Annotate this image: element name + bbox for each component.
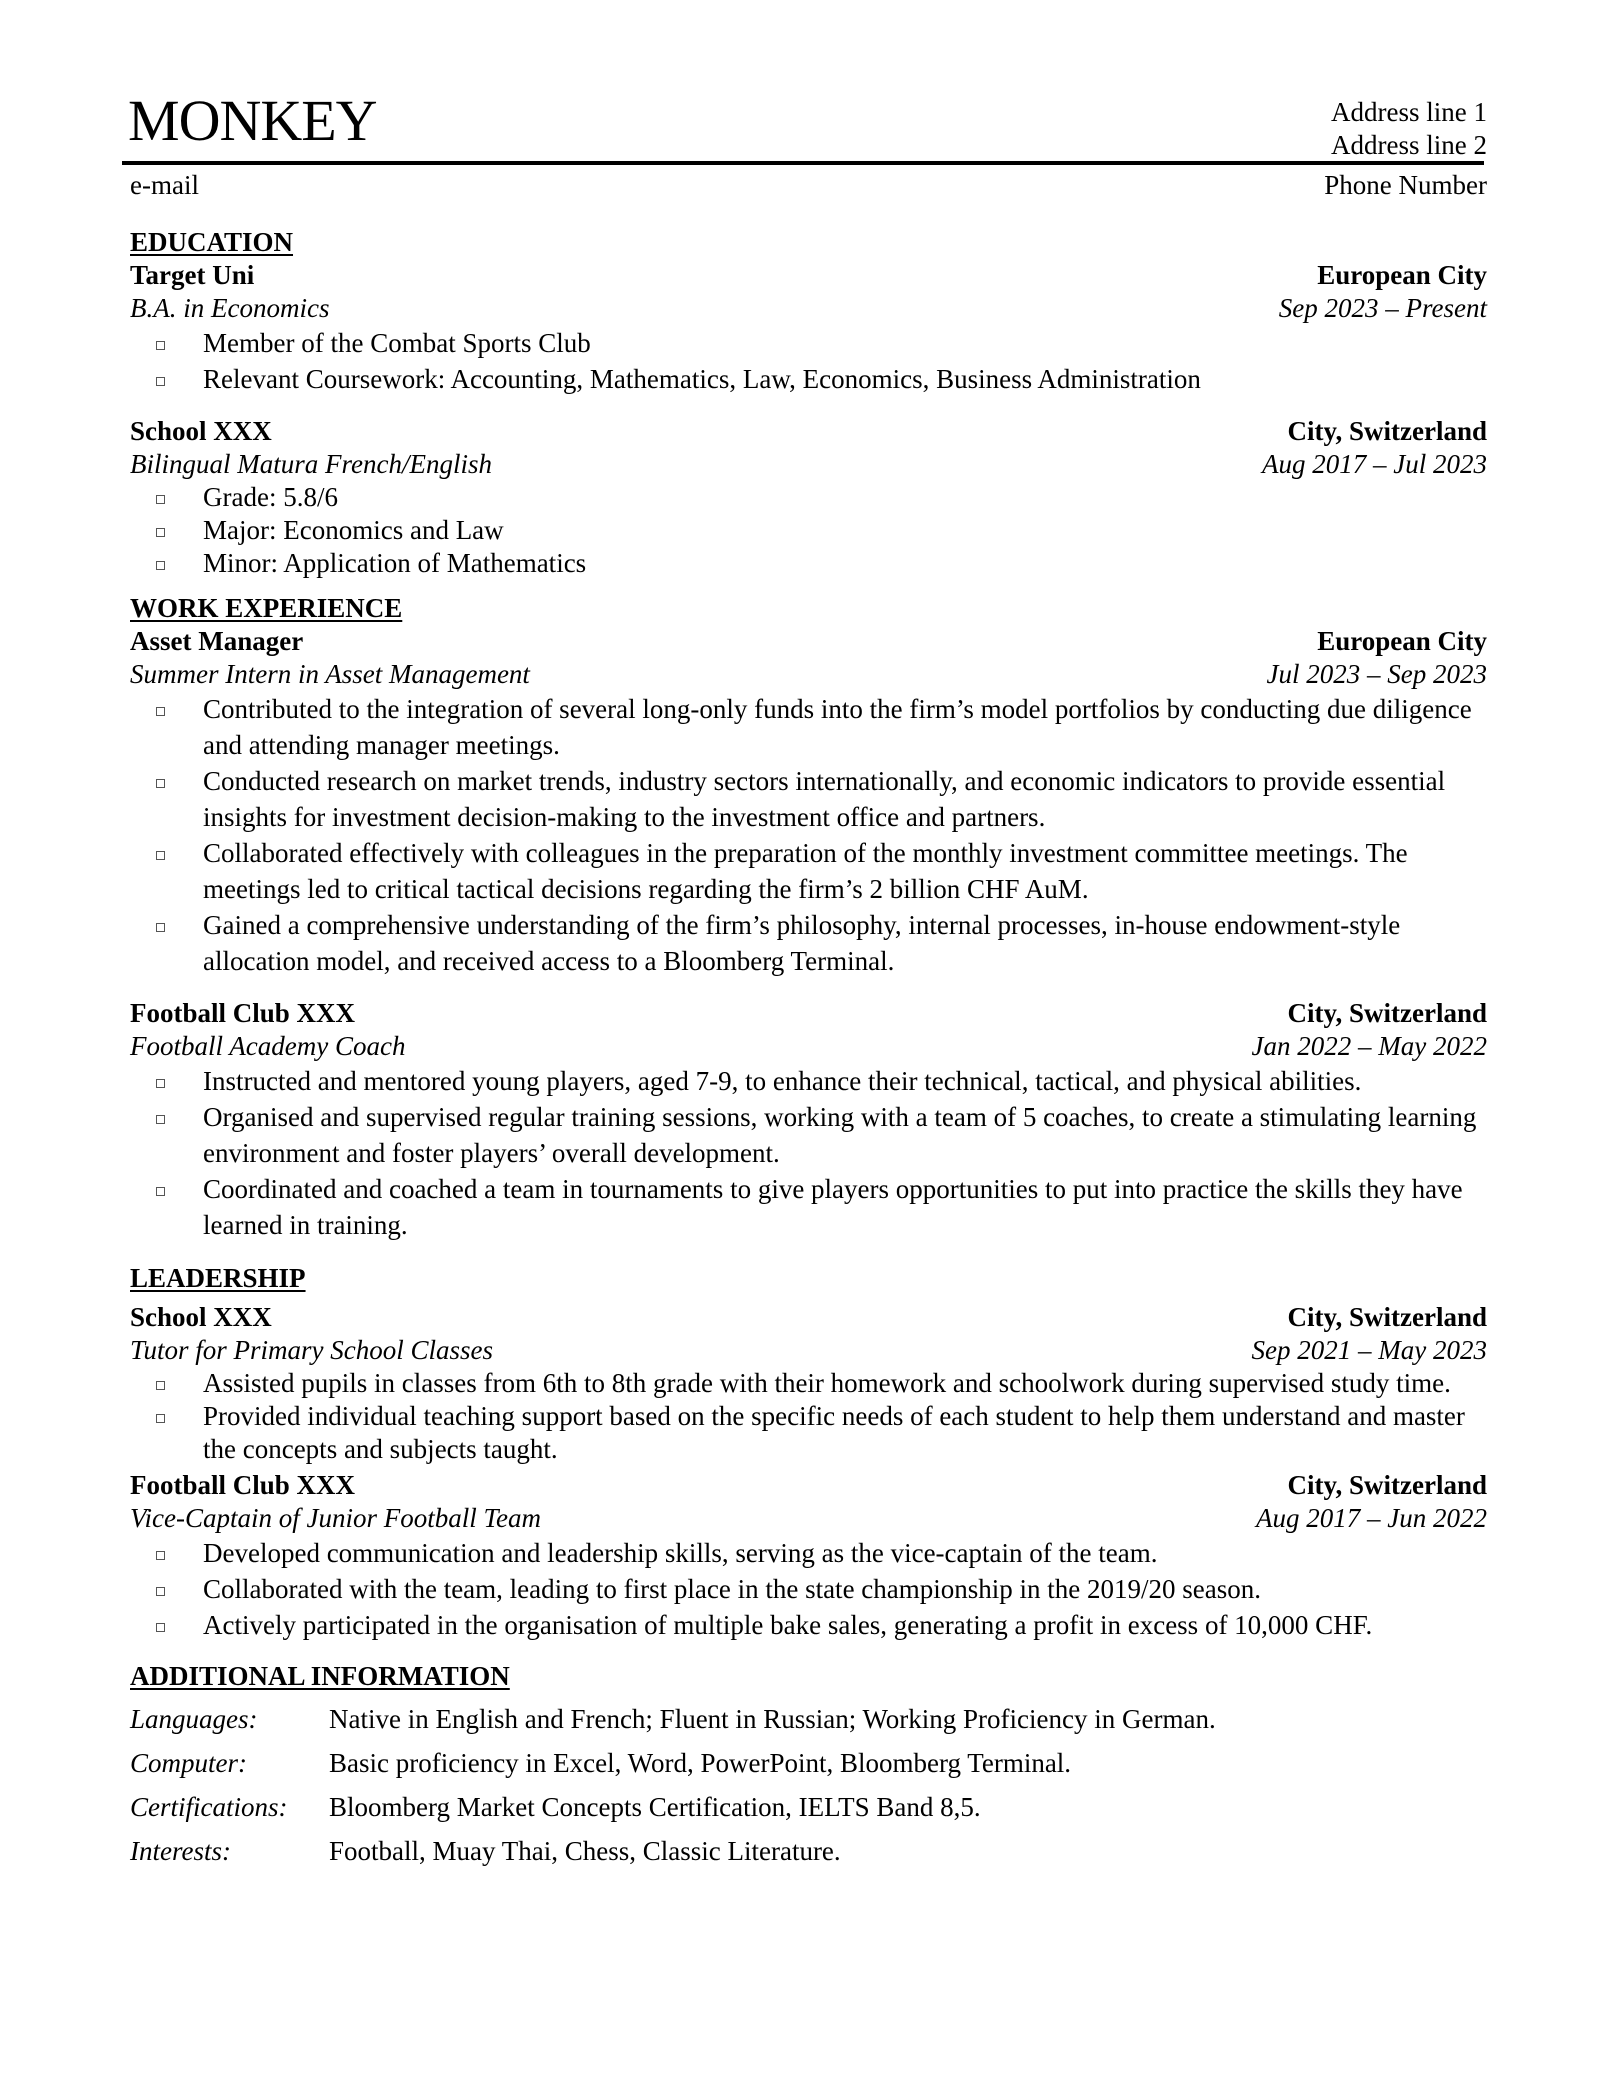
square-bullet-icon xyxy=(156,707,165,716)
square-bullet-icon xyxy=(156,341,165,350)
bullet-text: Developed communication and leadership skills, serving as the vice-captain of the team. xyxy=(203,1538,1158,1568)
work-entry xyxy=(130,625,1487,979)
list-item xyxy=(130,1367,1487,1400)
square-bullet-icon xyxy=(156,377,165,386)
list-item xyxy=(130,1607,1487,1643)
info-value: Basic proficiency in Excel, Word, PowerPoint, Bloomberg Terminal. xyxy=(329,1748,1072,1778)
bullet-text: Provided individual teaching support based on the specific needs of each student to help them understand and master the concepts and subjects taught. xyxy=(203,1401,1465,1464)
list-item xyxy=(130,1171,1487,1243)
additional-information-section xyxy=(130,1659,1487,1873)
entry-subheader xyxy=(130,292,1487,325)
entry-organization: School XXX xyxy=(130,416,272,446)
list-item xyxy=(130,1400,1487,1466)
entry-location: City, Switzerland xyxy=(1287,416,1487,446)
list-item xyxy=(130,547,1487,580)
work-entry xyxy=(130,997,1487,1243)
entry-role: Bilingual Matura French/English xyxy=(130,449,492,479)
square-bullet-icon xyxy=(156,1414,165,1423)
info-label: Languages: xyxy=(130,1704,258,1734)
bullet-text: Collaborated effectively with colleagues in the preparation of the monthly investment committee meetings. The meetings led to critical tactical decisions regarding the firm’s 2 billion CHF AuM. xyxy=(203,838,1408,904)
bullet-list xyxy=(130,1367,1487,1466)
info-row-computer xyxy=(130,1741,1487,1785)
info-row-languages xyxy=(130,1697,1487,1741)
square-bullet-icon xyxy=(156,495,165,504)
address-line-2: Address line 2 xyxy=(1331,130,1487,160)
list-item xyxy=(130,763,1487,835)
bullet-text: Collaborated with the team, leading to first place in the state championship in the 2019/20 season. xyxy=(203,1574,1261,1604)
info-label: Interests: xyxy=(130,1836,231,1866)
entry-location: European City xyxy=(1317,626,1487,656)
bullet-text: Contributed to the integration of several long-only funds into the firm’s model portfolios by conducting due diligence and attending manager meetings. xyxy=(203,694,1472,760)
info-value: Football, Muay Thai, Chess, Classic Literature. xyxy=(329,1836,841,1866)
entry-dates: Sep 2021 – May 2023 xyxy=(1251,1335,1487,1365)
square-bullet-icon xyxy=(156,1079,165,1088)
bullet-text: Grade: 5.8/6 xyxy=(203,482,338,512)
entry-subheader xyxy=(130,658,1487,691)
info-row-certifications xyxy=(130,1785,1487,1829)
education-entry xyxy=(130,259,1487,397)
bullet-text: Major: Economics and Law xyxy=(203,515,504,545)
square-bullet-icon xyxy=(156,1587,165,1596)
candidate-name: MONKEY xyxy=(128,88,377,153)
entry-organization: School XXX xyxy=(130,1302,272,1332)
bullet-text: Organised and supervised regular training sessions, working with a team of 5 coaches, to create a stimulating learning environment and foster players’ overall development. xyxy=(203,1102,1477,1168)
list-item xyxy=(130,325,1487,361)
section-title-work-experience: WORK EXPERIENCE xyxy=(130,593,403,623)
info-label: Certifications: xyxy=(130,1792,288,1822)
entry-role: Vice-Captain of Junior Football Team xyxy=(130,1503,541,1533)
entry-header xyxy=(130,1469,1487,1502)
entry-subheader xyxy=(130,1334,1487,1367)
square-bullet-icon xyxy=(156,1381,165,1390)
additional-info-table xyxy=(130,1697,1487,1873)
entry-dates: Jan 2022 – May 2022 xyxy=(1251,1031,1487,1061)
square-bullet-icon xyxy=(156,1551,165,1560)
education-entry xyxy=(130,415,1487,580)
entry-subheader xyxy=(130,448,1487,481)
leadership-entry xyxy=(130,1469,1487,1643)
bullet-list xyxy=(130,691,1487,979)
entry-location: City, Switzerland xyxy=(1287,1302,1487,1332)
entry-organization: Asset Manager xyxy=(130,626,304,656)
header-divider xyxy=(122,161,1484,165)
bullet-text: Instructed and mentored young players, aged 7-9, to enhance their technical, tactical, and physical abilities. xyxy=(203,1066,1362,1096)
list-item xyxy=(130,1099,1487,1171)
list-item xyxy=(130,691,1487,763)
info-value: Bloomberg Market Concepts Certification, IELTS Band 8,5. xyxy=(329,1792,981,1822)
list-item xyxy=(130,907,1487,979)
square-bullet-icon xyxy=(156,923,165,932)
bullet-text: Conducted research on market trends, industry sectors internationally, and economic indicators to provide essential insights for investment decision-making to the investment office and partners. xyxy=(203,766,1446,832)
entry-organization: Target Uni xyxy=(130,260,255,290)
address-line-1: Address line 1 xyxy=(1331,97,1487,127)
entry-header xyxy=(130,625,1487,658)
info-row-interests xyxy=(130,1829,1487,1873)
entry-location: City, Switzerland xyxy=(1287,1470,1487,1500)
entry-header xyxy=(130,415,1487,448)
list-item xyxy=(130,1535,1487,1571)
phone-number: Phone Number xyxy=(1324,170,1487,200)
list-item xyxy=(130,1063,1487,1099)
bullet-list xyxy=(130,325,1487,397)
entry-dates: Jul 2023 – Sep 2023 xyxy=(1266,659,1487,689)
entry-dates: Aug 2017 – Jun 2022 xyxy=(1256,1503,1487,1533)
leadership-entry xyxy=(130,1301,1487,1466)
info-value: Native in English and French; Fluent in Russian; Working Proficiency in German. xyxy=(329,1704,1216,1734)
work-experience-section xyxy=(130,591,1487,1243)
entry-organization: Football Club XXX xyxy=(130,1470,356,1500)
entry-role: Football Academy Coach xyxy=(130,1031,406,1061)
bullet-text: Relevant Coursework: Accounting, Mathematics, Law, Economics, Business Administration xyxy=(203,364,1201,394)
info-label: Computer: xyxy=(130,1748,247,1778)
entry-role: Tutor for Primary School Classes xyxy=(130,1335,494,1365)
bullet-text: Minor: Application of Mathematics xyxy=(203,548,587,578)
entry-role: B.A. in Economics xyxy=(130,293,330,323)
list-item xyxy=(130,835,1487,907)
entry-dates: Sep 2023 – Present xyxy=(1278,293,1487,323)
bullet-text: Gained a comprehensive understanding of the firm’s philosophy, internal processes, in-house endowment-style allocation model, and received access to a Bloomberg Terminal. xyxy=(203,910,1401,976)
square-bullet-icon xyxy=(156,779,165,788)
entry-header xyxy=(130,1301,1487,1334)
square-bullet-icon xyxy=(156,561,165,570)
entry-role: Summer Intern in Asset Management xyxy=(130,659,530,689)
section-title-additional-information: ADDITIONAL INFORMATION xyxy=(130,1661,510,1691)
entry-location: City, Switzerland xyxy=(1287,998,1487,1028)
entry-subheader xyxy=(130,1502,1487,1535)
email: e-mail xyxy=(130,170,199,200)
bullet-text: Actively participated in the organisation of multiple bake sales, generating a profit in excess of 10,000 CHF. xyxy=(203,1610,1373,1640)
entry-header xyxy=(130,259,1487,292)
square-bullet-icon xyxy=(156,1115,165,1124)
section-title-leadership: LEADERSHIP xyxy=(130,1263,306,1293)
bullet-text: Coordinated and coached a team in tournaments to give players opportunities to put into practice the skills they have learned in training. xyxy=(203,1174,1463,1240)
entry-dates: Aug 2017 – Jul 2023 xyxy=(1262,449,1487,479)
square-bullet-icon xyxy=(156,851,165,860)
bullet-list xyxy=(130,1535,1487,1643)
square-bullet-icon xyxy=(156,1187,165,1196)
list-item xyxy=(130,1571,1487,1607)
education-section xyxy=(130,225,1487,580)
leadership-section xyxy=(130,1261,1487,1643)
bullet-list xyxy=(130,481,1487,580)
entry-organization: Football Club XXX xyxy=(130,998,356,1028)
square-bullet-icon xyxy=(156,528,165,537)
list-item xyxy=(130,514,1487,547)
entry-header xyxy=(130,997,1487,1030)
resume-body xyxy=(130,225,1487,1873)
bullet-text: Member of the Combat Sports Club xyxy=(203,328,591,358)
bullet-list xyxy=(130,1063,1487,1243)
section-title-education: EDUCATION xyxy=(130,227,294,257)
entry-subheader xyxy=(130,1030,1487,1063)
address-block xyxy=(1331,96,1487,162)
list-item xyxy=(130,361,1487,397)
entry-location: European City xyxy=(1317,260,1487,290)
bullet-text: Assisted pupils in classes from 6th to 8th grade with their homework and schoolwork during supervised study time. xyxy=(203,1368,1451,1398)
square-bullet-icon xyxy=(156,1623,165,1632)
list-item xyxy=(130,481,1487,514)
